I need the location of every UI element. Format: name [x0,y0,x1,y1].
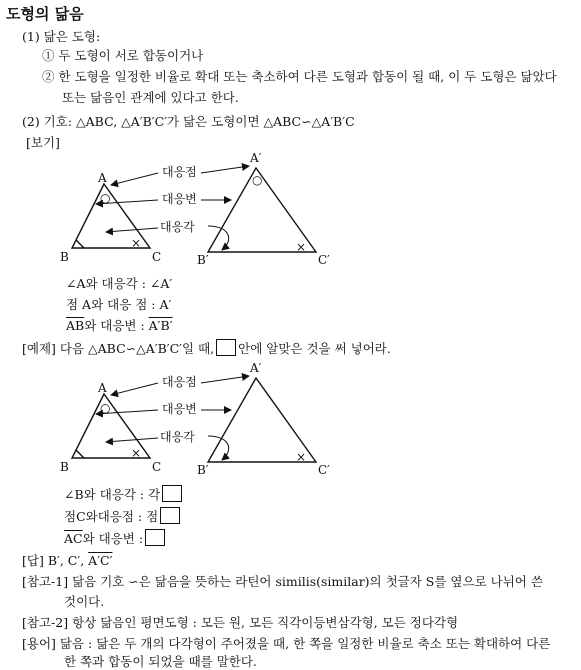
label-a-prime: A′ [250,361,262,375]
section-1-item-2-line-1: ② 한 도형을 일정한 비율로 확대 또는 축소하여 다른 도형과 합동이 될 때, 이 두 도형은 닮았다 [42,69,557,84]
label-corresponding-angle: 대응각 [160,430,195,444]
label-c: C [152,250,162,264]
note-1-line-2: 것이다. [64,594,105,609]
example-question-1: ∠B와 대응각 : 각 [64,485,184,503]
page-title: 도형의 닮음 [6,5,84,23]
section-1-heading: (1) 닮은 도형: [22,29,101,44]
label-a-prime: A′ [250,151,262,165]
term-tag: [용어] [22,636,56,651]
label-corresponding-point: 대응점 [162,375,197,389]
answer-box-3[interactable] [145,529,165,546]
section-1-item-1: ① 두 도형이 서로 합동이거나 [42,48,204,63]
example-tag: [예제] [22,341,56,356]
angle-mark-circle-a: ○ [100,401,111,415]
section-2-heading: (2) 기호: △ABC, △A′B′C′가 닮은 도형이면 △ABC∽△A′B′C [22,114,355,129]
example-question-2: 점C와대응점 : 점 [64,507,182,525]
label-corresponding-side: 대응변 [162,192,197,206]
angle-mark-cross-c: × [131,236,142,250]
angle-mark-cross-c: × [131,446,142,460]
blank-box [216,339,236,356]
label-b: B [60,250,69,264]
bogi-line-angle: ∠A와 대응각 : ∠A′ [66,276,173,291]
arrow-angle-to-b [106,228,158,232]
answer-line: [답] B′, C′, A′C′ [22,553,113,568]
arrow-angle-to-b [106,438,158,442]
label-corresponding-angle: 대응각 [160,220,195,234]
label-corresponding-point: 대응점 [162,165,197,179]
bogi-line-point: 점 A와 대응 점 : A′ [66,297,172,312]
segment-ac: $\overline{AC}$ [64,531,83,546]
note-2: [참고-2] 항상 닮음인 평면도형 : 모든 원, 모든 직각이등변삼각형, 모든 정다각형 [22,615,459,630]
example-question-3: $\overline{AC}$와 대응변 : [64,529,167,547]
term-line-1: [용어] 닮음 : 닮은 두 개의 다각형이 주어졌을 때, 한 쪽을 일정한 비율로 축소 또는 확대하여 다른 [22,636,551,651]
segment-a-prime-c-prime: A′C′ [88,553,113,568]
arrow-point-to-a-prime [201,166,249,173]
angle-mark-cross-c-prime: × [296,450,307,464]
label-c: C [152,460,162,474]
similar-triangles-figure-1 [0,148,581,270]
note-1-tag: [참고-1] [22,574,69,589]
angle-mark-circle-a: ○ [100,191,111,205]
bogi-tag: [보기] [26,135,60,150]
segment-ab: $\overline{AB}$ [66,318,85,333]
label-c-prime: C′ [318,463,330,477]
note-1-line-1: [참고-1] 닮음 기호 ∽은 닮음을 뜻하는 라틴어 similis(similar)의 첫글자 S를 옆으로 나뉘어 쓴 [22,574,543,589]
label-b-prime: B′ [197,253,209,267]
section-1-item-2-line-2: 또는 닮음인 관계에 있다고 한다. [62,90,239,105]
label-a: A [98,381,107,395]
term-line-2: 한 쪽과 합동이 되었을 때를 말한다. [64,654,257,669]
segment-a-prime-b-prime: A′B′ [148,318,173,333]
note-2-tag: [참고-2] [22,615,69,630]
arrow-point-to-a [111,383,158,395]
label-a: A [98,171,107,185]
angle-mark-circle-a-prime: ○ [252,173,263,187]
angle-mark-cross-c-prime: × [296,240,307,254]
label-corresponding-side: 대응변 [162,402,197,416]
answer-box-2[interactable] [160,507,180,524]
label-b: B [60,460,69,474]
label-c-prime: C′ [318,253,330,267]
answer-box-1[interactable] [162,485,182,502]
label-b-prime: B′ [197,463,209,477]
arrow-point-to-a-prime [201,376,249,383]
similar-triangles-figure-2 [0,358,581,480]
bogi-line-side: $\overline{AB}$와 대응변 : A′B′ [66,318,173,333]
example-line: [예제] 다음 △ABC∽△A′B′C′일 때, 안에 알맞은 것을 써 넣어라. [22,341,391,356]
answer-tag: [답] [22,553,44,568]
arrow-point-to-a [111,173,158,185]
